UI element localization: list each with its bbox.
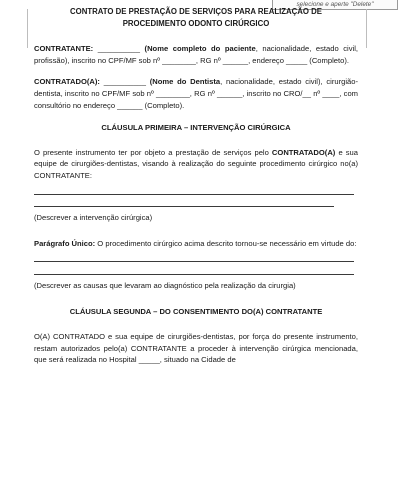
contratante-name-field: (Nome completo do paciente: [144, 43, 256, 53]
clausula-primeira-bold: CONTRATADO(A): [271, 147, 336, 157]
title-line-1: CONTRATO DE PRESTAÇÃO DE SERVIÇOS PARA REALIZAÇÃO DE: [70, 7, 322, 16]
clausula-segunda-heading: CLÁUSULA SEGUNDA – DO CONSENTIMENTO DO(A) CONTRATANTE: [69, 307, 323, 317]
paragrafo-unico-text: O procedimento cirúrgico acima descrito tornou-se necessário em virtude do:: [95, 238, 357, 248]
fill-line: [34, 206, 334, 207]
contratado-blank: __________: [99, 77, 150, 87]
contratante-label: CONTRATANTE:: [34, 43, 94, 53]
paragrafo-unico-label: Parágrafo Único:: [34, 238, 96, 248]
contratante-text: , nacionalidade, estado civil, profissão), inscrito no CPF/MF sob nº ________, RG nº ______, endereço _____ (Completo).: [34, 43, 359, 65]
delete-hint-label: selecione e aperte "Delete": [272, 0, 398, 10]
causes-note: (Descrever as causas que levaram ao diagnóstico pela realização da cirurgia): [34, 281, 296, 291]
clausula-primeira-heading: CLÁUSULA PRIMEIRA – INTERVENÇÃO CIRÚRGICA: [101, 122, 291, 132]
contratado-paragraph: [34, 76, 358, 111]
title-line-2: PROCEDIMENTO ODONTO CIRÚRGICO: [122, 19, 270, 29]
clausula-primeira-text-start: O presente instrumento ter por objeto a prestação de serviços pelo: [34, 147, 272, 157]
contratado-label: CONTRATADO(A):: [34, 77, 100, 87]
paragrafo-unico: [34, 238, 358, 250]
fill-line: [34, 261, 354, 262]
contratante-paragraph: [34, 43, 358, 67]
header-frame-left: [27, 9, 28, 48]
fill-line: [34, 194, 354, 195]
contratado-name-field: (Nome do Dentista: [149, 77, 221, 87]
contratado-text: , nacionalidade, estado civil), cirurgião-dentista, inscrito no CPF/MF sob nº ________, RG nº ______, inscrito no CRO/__ nº ____, com consultório no endereço ______ (Completo).: [34, 77, 358, 110]
document-title: [34, 6, 358, 31]
intervention-note: (Descrever a intervenção cirúrgica): [34, 212, 153, 222]
clausula-segunda-paragraph: O(A) CONTRATADO e sua equipe de cirurgiões-dentistas, por força do presente instrumento, restam autorizados pelo(a) CONTRATANTE a proceder à intervenção cirúrgica mencionada, que será realizada no Hospital _____, situado na Cidade de: [34, 331, 358, 365]
contract-document: [34, 6, 358, 376]
contratante-blank: __________: [93, 43, 145, 53]
fill-line: [34, 274, 354, 275]
header-frame-right: [366, 9, 367, 48]
clausula-primeira-text-end: e sua equipe de cirurgiões-dentistas, visando à realização do seguinte procedimento cirúrgico no(a) CONTRATANTE:: [34, 147, 358, 181]
clausula-primeira-paragraph: [34, 147, 358, 182]
